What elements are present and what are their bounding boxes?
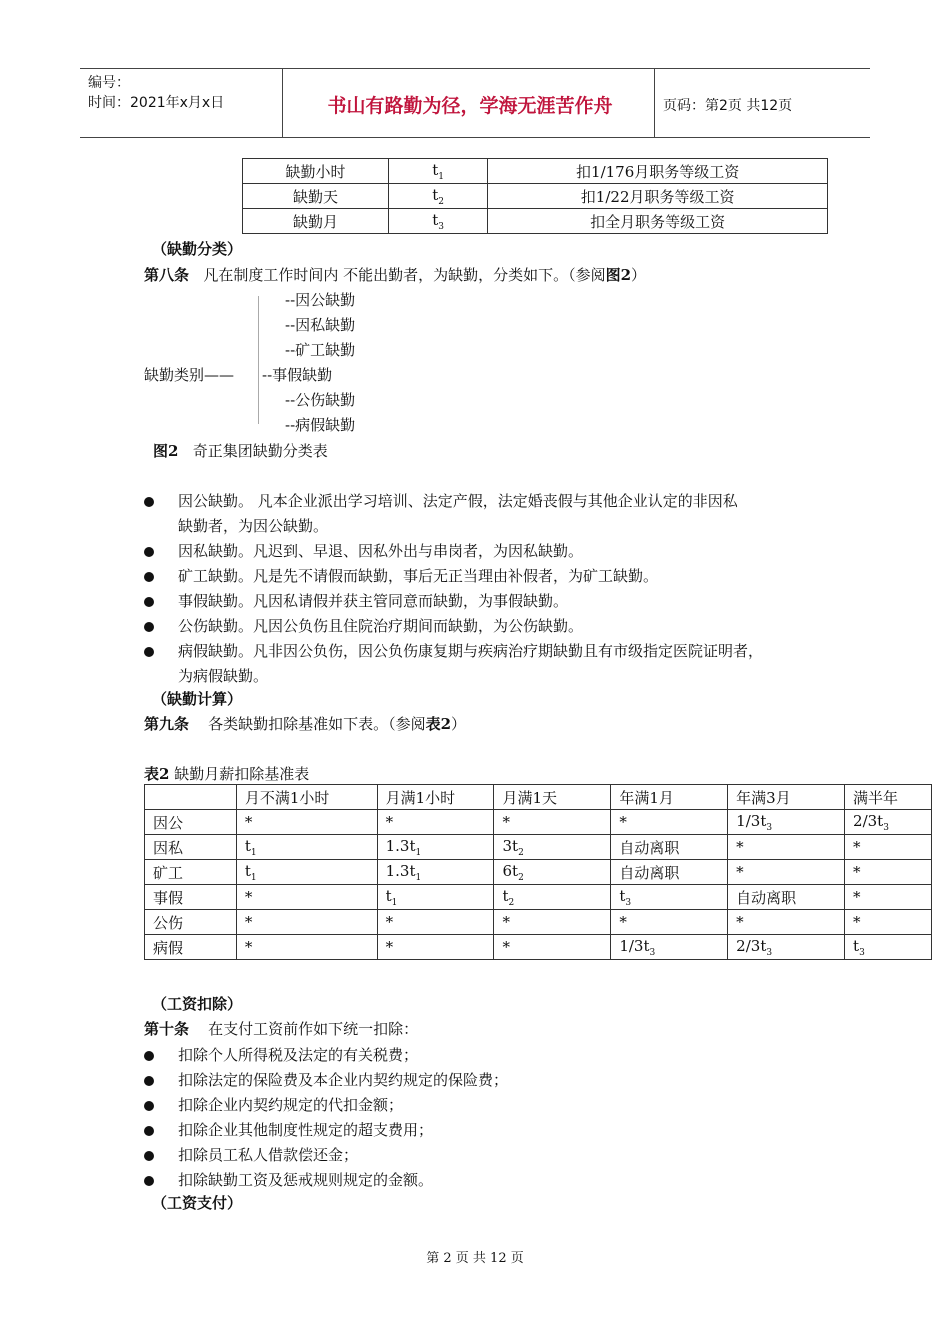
list-item: 扣除法定的保险费及本企业内契约规定的保险费； <box>178 1071 509 1089</box>
header-page-number: 页码：第2页 共12页 <box>663 98 793 114</box>
table-cell: $t_1$ <box>388 159 487 184</box>
table-row <box>243 159 828 184</box>
table-row <box>243 209 828 234</box>
table-cell: * <box>377 810 494 835</box>
tree-connector <box>258 296 259 424</box>
table-header-row <box>145 785 932 810</box>
table-cell: * <box>494 935 611 960</box>
table-cell: 扣1/176月职务等级工资 <box>488 159 828 184</box>
figure-ref: 图2 <box>605 266 632 284</box>
list-item <box>178 614 838 639</box>
list-item <box>178 589 838 614</box>
header-number: 编号： <box>88 75 130 91</box>
list-item-line: 缺勤者，为因公缺勤。 <box>178 517 329 535</box>
table-cell: 因公 <box>145 810 237 835</box>
table-cell: * <box>494 810 611 835</box>
table-cell: 缺勤天 <box>243 184 389 209</box>
table-cell: $t_3$ <box>611 885 728 910</box>
header-motto: 书山有路勤为径，学海无涯苦作舟 <box>327 95 613 117</box>
tree-root: 缺勤类别—— <box>144 366 235 384</box>
bullet-dot <box>144 1101 154 1111</box>
bullet-dot <box>144 1076 154 1086</box>
table-cell: * <box>236 935 377 960</box>
bullet-dot <box>144 647 154 657</box>
table-cell: $t_3$ <box>388 209 487 234</box>
table-label: 表2 <box>144 765 170 783</box>
list-item <box>178 539 838 564</box>
article-8 <box>144 264 646 285</box>
table-cell: 自动离职 <box>728 885 845 910</box>
list-item-line: 矿工缺勤。凡是先不请假而缺勤，事后无正当理由补假者，为矿工缺勤。 <box>178 567 659 585</box>
table-cell: * <box>236 910 377 935</box>
article-10 <box>144 1018 418 1039</box>
header-divider <box>282 69 283 137</box>
table-cell: 公伤 <box>145 910 237 935</box>
column-header: 满半年 <box>845 785 932 810</box>
section-wage-pay: （工资支付） <box>152 1194 243 1212</box>
column-header: 月不满1小时 <box>236 785 377 810</box>
article-text: 各类缺勤扣除基准如下表。（参阅 <box>208 715 426 733</box>
article-9 <box>144 713 466 734</box>
table-cell: 自动离职 <box>611 860 728 885</box>
table-cell: * <box>845 860 932 885</box>
table-cell: $1.3t_1$ <box>377 835 494 860</box>
column-header: 月满1天 <box>494 785 611 810</box>
table-cell: $t_1$ <box>377 885 494 910</box>
deduction-standard-table <box>144 784 932 960</box>
table-caption-text: 缺勤月薪扣除基准表 <box>174 765 310 783</box>
table-cell: 事假 <box>145 885 237 910</box>
list-item-line: 因公缺勤。 凡本企业派出学习培训、法定产假，法定婚丧假与其他企业认定的非因私 <box>178 492 738 510</box>
bullet-dot <box>144 497 154 507</box>
bullet-dot <box>144 1151 154 1161</box>
bullet-dot <box>144 1176 154 1186</box>
page-footer: 第 2 页 共 12 页 <box>426 1251 524 1266</box>
table-cell: * <box>377 910 494 935</box>
list-item <box>178 564 838 589</box>
article-text: 在支付工资前作如下统一扣除： <box>208 1020 419 1038</box>
table-row <box>145 810 932 835</box>
table-cell: * <box>845 885 932 910</box>
table-cell: * <box>236 810 377 835</box>
table-cell: * <box>611 910 728 935</box>
table-cell: * <box>845 835 932 860</box>
table-cell: $1.3t_1$ <box>377 860 494 885</box>
figure-caption-text: 奇正集团缺勤分类表 <box>192 442 328 460</box>
table-cell: 扣全月职务等级工资 <box>488 209 828 234</box>
tree-item: --病假缺勤 <box>285 416 356 434</box>
absence-unit-table <box>242 158 828 234</box>
tree-item: --因公缺勤 <box>285 291 356 309</box>
column-header: 年满3月 <box>728 785 845 810</box>
table-cell: 病假 <box>145 935 237 960</box>
table-row <box>145 885 932 910</box>
list-item: 扣除个人所得税及法定的有关税费； <box>178 1046 419 1064</box>
list-item-line: 为病假缺勤。 <box>178 667 269 685</box>
table-cell: $t_1$ <box>236 835 377 860</box>
header-meta <box>88 73 224 113</box>
column-header: 年满1月 <box>611 785 728 810</box>
list-item: 扣除企业其他制度性规定的超支费用； <box>178 1121 434 1139</box>
bullet-dot <box>144 622 154 632</box>
table-cell: $6t_2$ <box>494 860 611 885</box>
table-cell: 自动离职 <box>611 835 728 860</box>
list-item: 扣除缺勤工资及惩戒规则规定的金额。 <box>178 1171 434 1189</box>
table-cell: * <box>611 810 728 835</box>
column-header <box>145 785 237 810</box>
bullet-dot <box>144 1051 154 1061</box>
table-cell: * <box>377 935 494 960</box>
table-row <box>243 184 828 209</box>
list-item: 扣除员工私人借款偿还金； <box>178 1146 359 1164</box>
article-tail: ） <box>631 266 647 284</box>
table-cell: 扣1/22月职务等级工资 <box>488 184 828 209</box>
article-label: 第九条 <box>144 715 190 733</box>
bullet-dot <box>144 572 154 582</box>
bullet-dot <box>144 597 154 607</box>
table-cell: * <box>728 910 845 935</box>
table-ref: 表2 <box>425 715 452 733</box>
list-item <box>178 639 838 689</box>
table-2-caption <box>144 763 309 784</box>
list-item-line: 事假缺勤。凡因私请假并获主管同意而缺勤，为事假缺勤。 <box>178 592 569 610</box>
table-cell: $3t_2$ <box>494 835 611 860</box>
table-cell: $1/3t_3$ <box>611 935 728 960</box>
column-header: 月满1小时 <box>377 785 494 810</box>
table-cell: 缺勤小时 <box>243 159 389 184</box>
table-cell: * <box>845 910 932 935</box>
table-cell: * <box>236 885 377 910</box>
figure-2-caption <box>153 440 328 461</box>
table-cell: 缺勤月 <box>243 209 389 234</box>
list-item-line: 因私缺勤。凡迟到、早退、因私外出与串岗者，为因私缺勤。 <box>178 542 584 560</box>
table-cell: $2/3t_3$ <box>845 810 932 835</box>
table-cell: $t_2$ <box>494 885 611 910</box>
section-absence-class: （缺勤分类） <box>152 240 243 258</box>
table-cell: $t_3$ <box>845 935 932 960</box>
list-item-line: 病假缺勤。凡非因公负伤，因公负伤康复期与疾病治疗期缺勤且有市级指定医院证明者， <box>178 642 764 660</box>
article-tail: ） <box>451 715 467 733</box>
tree-item: --矿工缺勤 <box>285 341 356 359</box>
article-text: 凡在制度工作时间内 不能出勤者，为缺勤，分类如下。（参阅 <box>203 266 606 284</box>
bullet-dot <box>144 1126 154 1136</box>
table-row <box>145 935 932 960</box>
table-cell: * <box>728 835 845 860</box>
list-item <box>178 489 838 539</box>
tree-item: --事假缺勤 <box>262 366 333 384</box>
bullet-dot <box>144 547 154 557</box>
header-time: 时间：2021年x月x日 <box>88 95 225 111</box>
section-wage-deduct: （工资扣除） <box>152 995 243 1013</box>
list-item-line: 公伤缺勤。凡因公负伤且住院治疗期间而缺勤，为公伤缺勤。 <box>178 617 584 635</box>
table-cell: $t_2$ <box>388 184 487 209</box>
section-absence-calc: （缺勤计算） <box>152 690 243 708</box>
table-cell: 因私 <box>145 835 237 860</box>
tree-item: --公伤缺勤 <box>285 391 356 409</box>
table-row <box>145 860 932 885</box>
table-cell: $1/3t_3$ <box>728 810 845 835</box>
table-cell: 矿工 <box>145 860 237 885</box>
table-cell: * <box>728 860 845 885</box>
tree-item: --因私缺勤 <box>285 316 356 334</box>
page-header <box>80 68 870 138</box>
table-row <box>145 835 932 860</box>
list-item: 扣除企业内契约规定的代扣金额； <box>178 1096 404 1114</box>
table-cell: * <box>494 910 611 935</box>
figure-label: 图2 <box>153 442 179 460</box>
table-row <box>145 910 932 935</box>
table-cell: $2/3t_3$ <box>728 935 845 960</box>
article-label: 第十条 <box>144 1020 190 1038</box>
table-cell: $t_1$ <box>236 860 377 885</box>
article-label: 第八条 <box>144 266 190 284</box>
